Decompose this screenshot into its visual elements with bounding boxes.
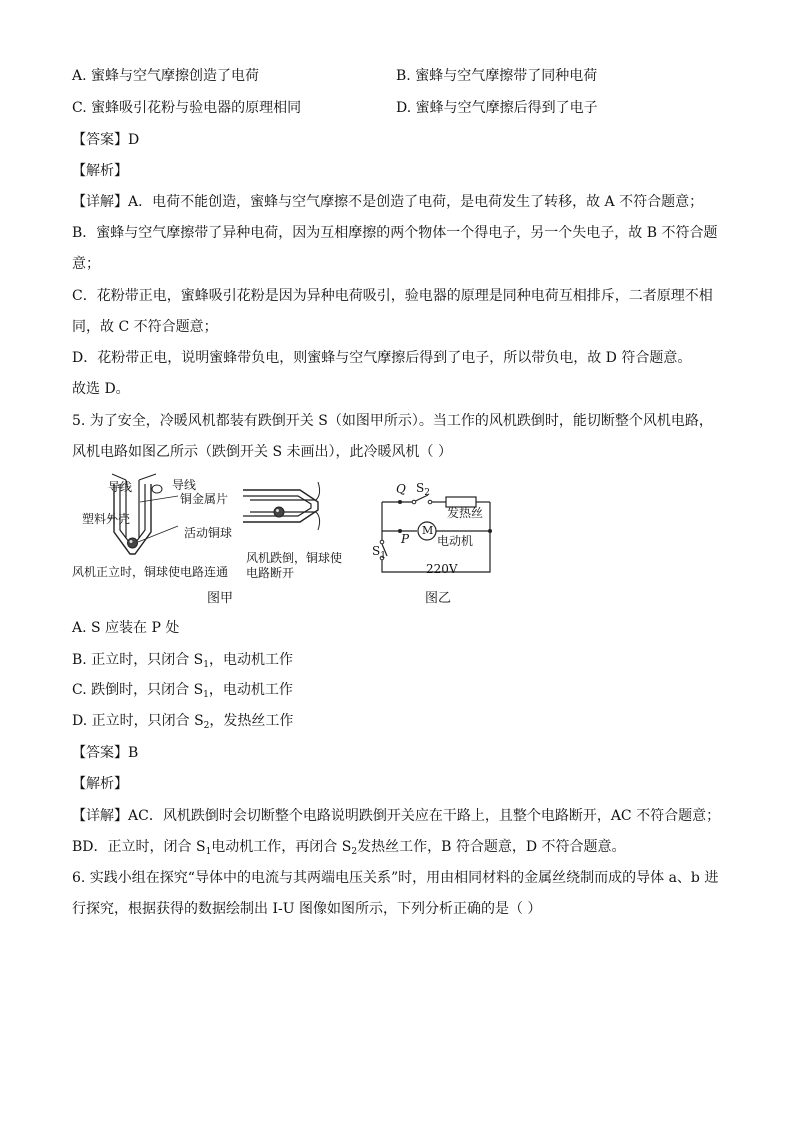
fig-jia-label-copper-sheet: 铜金属片: [180, 492, 229, 506]
q4-analysis-label: 【解析】: [72, 163, 128, 179]
q5-option-c: C. 跌倒时，只闭合 $S_1$，电动机工作: [72, 682, 293, 700]
q5-option-b: B. 正立时，只闭合 $S_1$，电动机工作: [72, 652, 293, 670]
q5-answer: 【答案】B: [72, 745, 139, 761]
q4-detail-3b: 同，故 C 不符合题意；: [72, 319, 218, 335]
fig-yi-label-heater: 发热丝: [447, 506, 484, 520]
fig-yi-label-voltage: 220V: [426, 562, 458, 576]
q4-option-b: B. 蜜蜂与空气摩擦带了同种电荷: [396, 68, 598, 84]
q6-stem-2: 行探究，根据获得的数据绘制出 I-U 图像如图所示，下列分析正确的是（ ）: [72, 901, 542, 917]
q4-option-a: A. 蜜蜂与空气摩擦创造了电荷: [72, 68, 260, 84]
q5-detail-2: BD．正立时，闭合 $S_1$电动机工作，再闭合 $S_2$发热丝工作，B 符合题意，D 不符合题意。: [72, 839, 626, 857]
q4-detail-2a: B．蜜蜂与空气摩擦带了异种电荷，因为互相摩擦的两个物体一个得电子，另一个失电子，故 B 不符合题: [72, 225, 718, 241]
q5-option-a: A. S 应装在 P 处: [72, 620, 180, 636]
q4-answer: 【答案】D: [72, 132, 140, 148]
q5-stem-1: 5. 为了安全，冷暖风机都装有跌倒开关 S（如图甲所示）。当工作的风机跌倒时，能切断整个风机电路，: [72, 413, 713, 429]
q5-detail-1: 【详解】AC．风机跌倒时会切断整个电路说明跌倒开关应在干路上，且整个电路断开，AC 不符合题意；: [72, 808, 721, 824]
fig-yi-label-q: Q: [396, 482, 406, 496]
fig-jia-label-ball: 活动铜球: [184, 526, 233, 540]
fig-jia-label-fall-2: 电路断开: [246, 566, 295, 580]
q4-detail-1: 【详解】A．电荷不能创造，蜜蜂与空气摩擦不是创造了电荷，是电荷发生了转移，故 A 不符合题意；: [72, 194, 704, 210]
q4-detail-2b: 意；: [72, 256, 100, 272]
fig-yi-label-p: P: [401, 532, 410, 546]
q6-stem-1: 6. 实践小组在探究“导体中的电流与其两端电压关系”时，用由相同材料的金属丝绕制而成的导体 a、b 进: [72, 870, 719, 886]
fig-yi-motor-symbol: M: [422, 524, 434, 537]
q4-option-d: D. 蜜蜂与空气摩擦后得到了电子: [396, 100, 598, 116]
fig-jia-label-fall: 风机跌倒，铜球使: [246, 551, 343, 565]
q4-detail-4: D．花粉带正电，说明蜜蜂带负电，则蜜蜂与空气摩擦后得到了电子，所以带负电，故 D 符合题意。: [72, 350, 692, 366]
q5-analysis-label: 【解析】: [72, 776, 128, 792]
fig-jia-caption: 图甲: [207, 591, 234, 606]
fig-yi-label-s2: $S_2$: [416, 481, 430, 498]
fig-yi-label-s1: $S_1$: [372, 544, 386, 561]
fig-yi-label-motor: 电动机: [437, 534, 474, 548]
fig-jia-label-wire-right: 导线: [172, 478, 197, 492]
q4-option-c: C. 蜜蜂吸引花粉与验电器的原理相同: [72, 100, 302, 116]
figure-yi: [372, 476, 502, 576]
q4-detail-3a: C．花粉带正电，蜜蜂吸引花粉是因为异种电荷吸引，验电器的原理是同种电荷互相排斥，二者原理不相: [72, 288, 713, 304]
fig-jia-label-shell: 塑料外壳: [82, 512, 131, 526]
q4-conclusion: 故选 D。: [72, 381, 130, 397]
fig-jia-label-wire-left: 导线: [108, 480, 133, 494]
q5-stem-2: 风机电路如图乙所示（跌倒开关 S 未画出），此冷暖风机（ ）: [72, 444, 452, 460]
fig-jia-label-upright: 风机正立时，铜球使电路连通: [72, 565, 229, 579]
q5-option-d: D. 正立时，只闭合 $S_2$，发热丝工作: [72, 713, 294, 731]
fig-yi-caption: 图乙: [425, 591, 452, 606]
